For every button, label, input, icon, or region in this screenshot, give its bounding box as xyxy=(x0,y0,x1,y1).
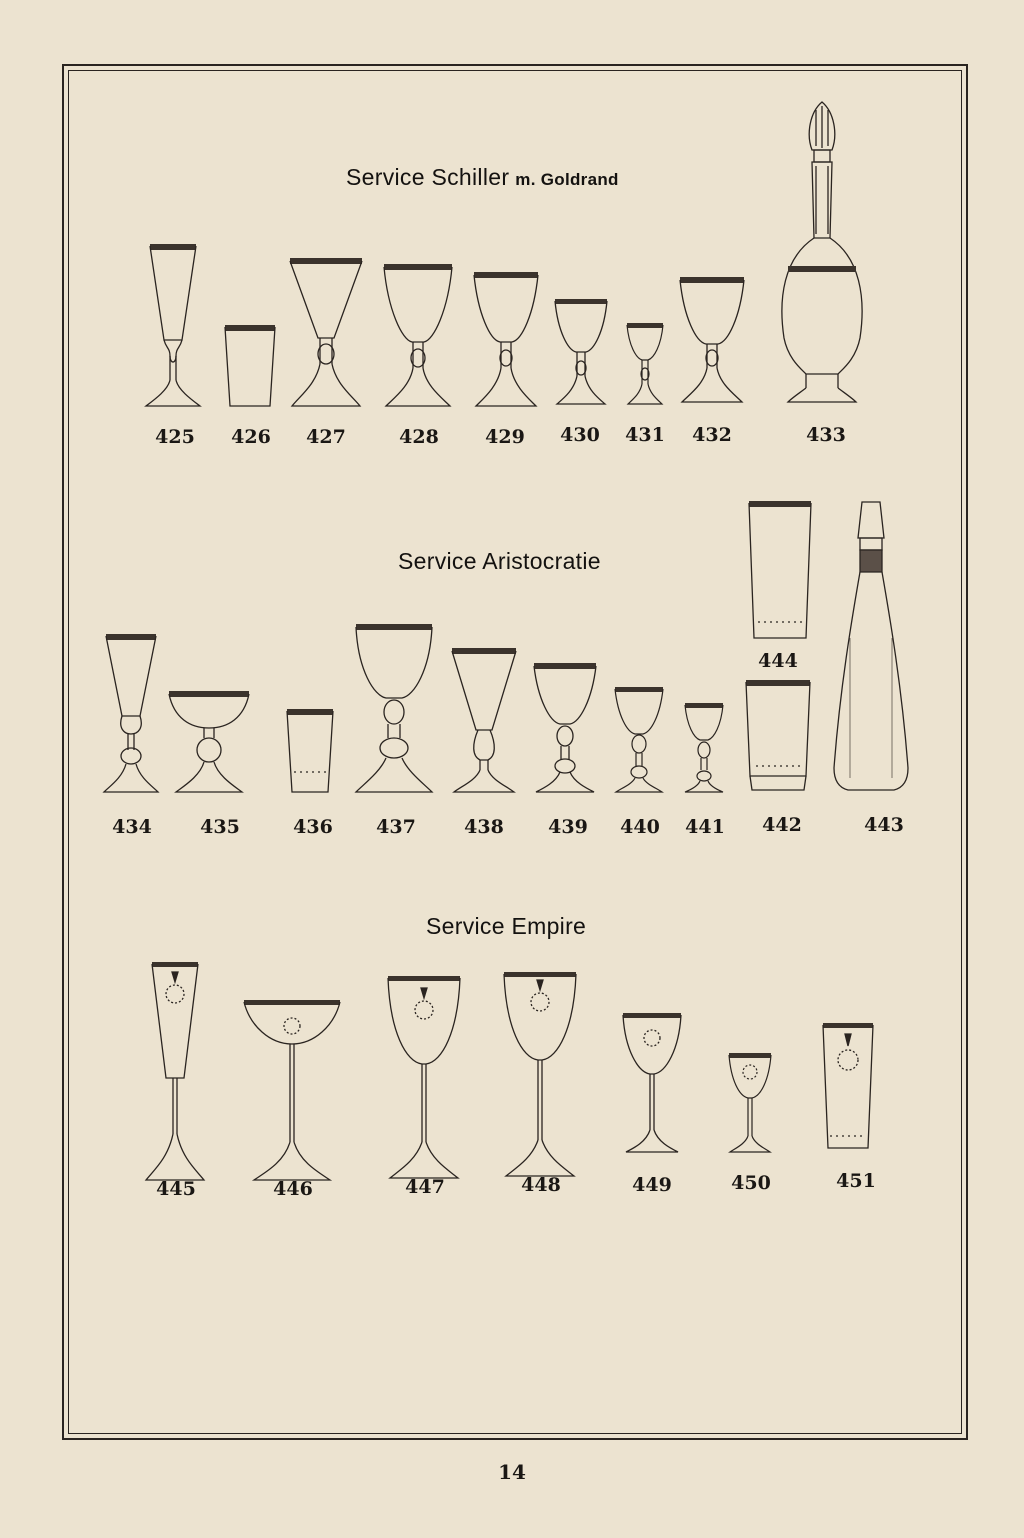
item-number: 435 xyxy=(200,816,240,838)
section-title-schiller xyxy=(346,164,619,191)
item-number: 442 xyxy=(762,814,802,836)
item-number: 433 xyxy=(806,424,846,446)
item-number: 440 xyxy=(620,816,660,838)
item-number: 425 xyxy=(155,426,195,448)
item-number: 432 xyxy=(692,424,732,446)
glass-437-goblet xyxy=(352,620,436,798)
glass-427-wine xyxy=(286,254,366,412)
glass-428-wine xyxy=(380,260,456,412)
glass-438-wine xyxy=(448,644,520,798)
item-number: 429 xyxy=(485,426,525,448)
glass-433-decanter xyxy=(774,98,870,408)
item-number: 434 xyxy=(112,816,152,838)
item-number: 448 xyxy=(521,1174,561,1196)
glass-432-wine xyxy=(676,274,748,408)
section-subtitle: m. Goldrand xyxy=(515,170,619,189)
item-number: 430 xyxy=(560,424,600,446)
section-title: Service Schiller xyxy=(346,164,510,190)
bleed-through-shadow xyxy=(420,130,427,158)
item-number: 450 xyxy=(731,1172,771,1194)
glass-436-tumbler xyxy=(284,706,336,798)
item-number: 451 xyxy=(836,1170,876,1192)
glass-450-liqueur xyxy=(726,1050,774,1158)
glass-425-flute xyxy=(140,240,206,412)
item-number: 436 xyxy=(293,816,333,838)
item-number: 437 xyxy=(376,816,416,838)
glass-434-flute xyxy=(100,630,162,798)
glass-443-carafe xyxy=(830,498,912,796)
section-title-aristocratie xyxy=(398,548,601,575)
section-title-empire xyxy=(426,913,586,940)
glass-449-wine xyxy=(620,1010,684,1158)
glass-426-tumbler xyxy=(222,322,278,412)
item-number: 449 xyxy=(632,1174,672,1196)
glass-445-flute xyxy=(142,958,208,1188)
glass-431-liqueur xyxy=(624,320,666,408)
item-number: 446 xyxy=(273,1178,313,1200)
section-title: Service Empire xyxy=(426,913,587,939)
glass-446-coupe xyxy=(240,996,344,1186)
item-number: 444 xyxy=(758,650,798,672)
item-number: 427 xyxy=(306,426,346,448)
glass-440-wine xyxy=(612,684,666,798)
item-number: 438 xyxy=(464,816,504,838)
item-number: 431 xyxy=(625,424,665,446)
item-number: 447 xyxy=(405,1176,445,1198)
item-number: 428 xyxy=(399,426,439,448)
glass-444-tall-tumbler xyxy=(746,498,814,644)
glass-447-wine xyxy=(384,972,464,1186)
item-number: 426 xyxy=(231,426,271,448)
glass-441-liqueur xyxy=(682,700,726,798)
section-title: Service Aristocratie xyxy=(398,548,601,574)
glass-429-wine xyxy=(470,268,542,412)
glass-451-tumbler xyxy=(820,1020,876,1154)
item-number: 439 xyxy=(548,816,588,838)
glass-430-wine xyxy=(552,296,610,410)
item-number: 445 xyxy=(156,1178,196,1200)
item-number: 443 xyxy=(864,814,904,836)
glass-448-wine xyxy=(500,968,580,1184)
glass-435-coupe xyxy=(166,688,252,798)
glass-442-tumbler xyxy=(742,676,814,796)
page-number: 14 xyxy=(498,1460,526,1484)
glass-439-wine xyxy=(530,660,600,798)
item-number: 441 xyxy=(685,816,725,838)
